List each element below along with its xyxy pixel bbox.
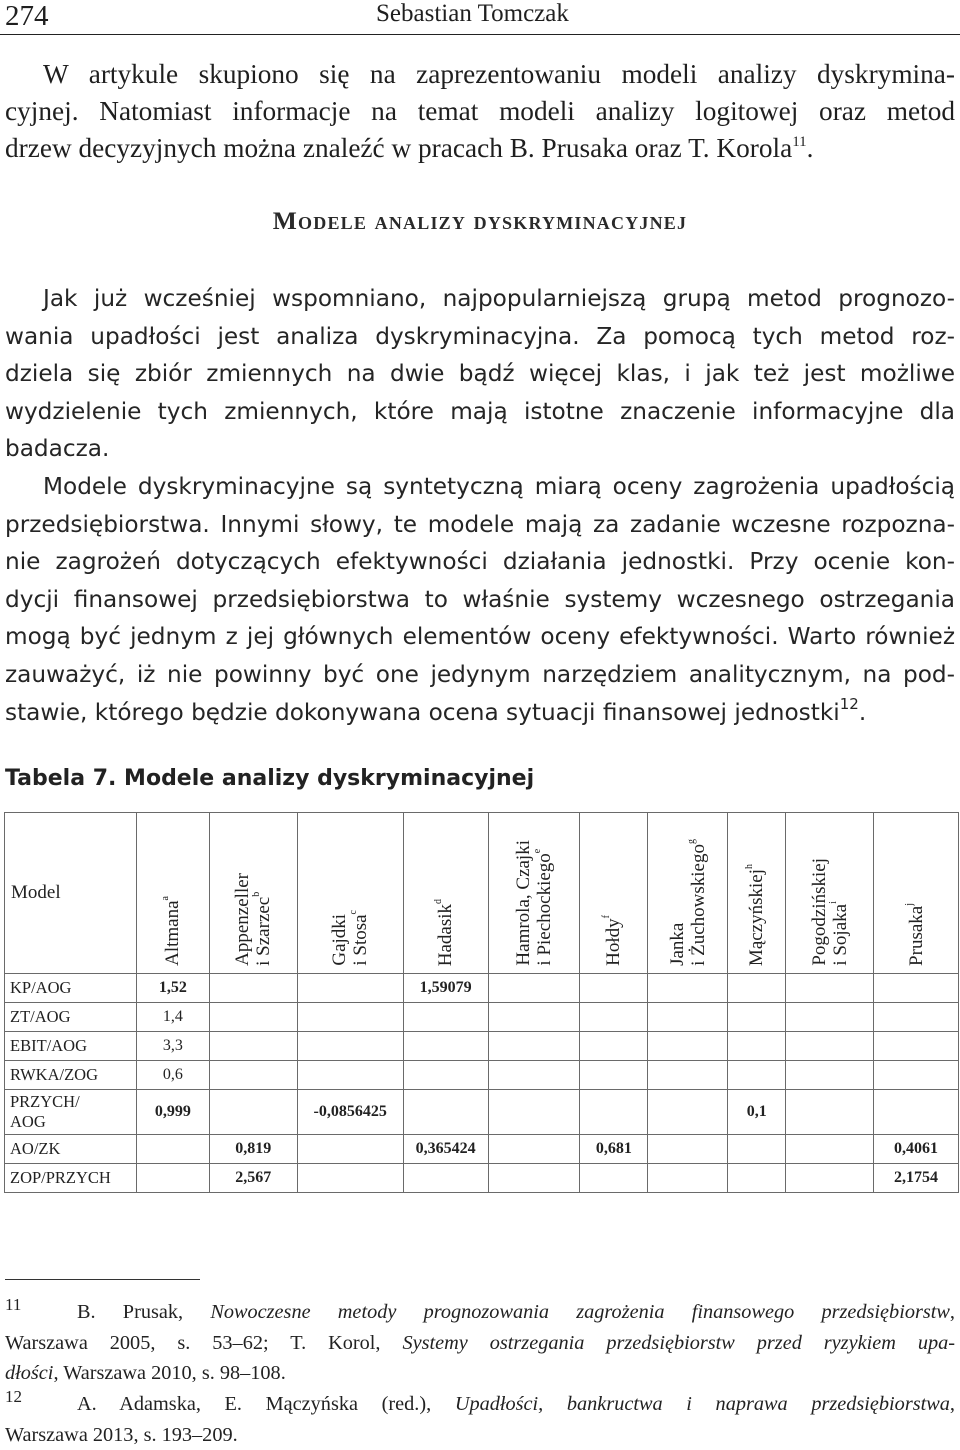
footnote-ref[interactable]: 11 [792,134,807,150]
table-cell [209,974,297,1003]
table-cell [209,1003,297,1032]
table-cell [297,1164,403,1193]
table-cell [297,1032,403,1061]
table-cell [874,1003,959,1032]
body-line: wydzielenie tych zmiennych, które mają istotne znaczenie informacyjne dla [5,397,955,425]
table-cell [874,1061,959,1090]
table-cell: 0,681 [580,1135,648,1164]
model-header: Model [5,813,137,974]
column-header: Appenzeller i Szarzec$^b$ [209,813,297,974]
column-header: Hadasik$^d$ [403,813,488,974]
table-cell [580,1164,648,1193]
intro-line: cyjnej. Natomiast informacje na temat modeli analizy logitowej oraz metod [5,96,955,126]
footnote-separator [5,1279,200,1280]
table-cell [297,974,403,1003]
intro-line: drzew decyzyjnych można znaleźć w pracach B. Prusaka oraz T. Korola$^{11}$. [5,133,814,163]
table-cell [297,1135,403,1164]
table-cell [209,1032,297,1061]
table-cell: 2,567 [209,1164,297,1193]
body-line: stawie, którego będzie dokonywana ocena sytuacji finansowej jednostki$^{12}$. [5,694,867,726]
table-cell: 1,4 [136,1003,209,1032]
table-cell [786,974,874,1003]
row-label: EBIT/AOG [5,1032,137,1061]
row-label: PRZYCH/ AOG [5,1090,137,1135]
table-cell [648,974,728,1003]
row-label: KP/AOG [5,974,137,1003]
column-header: Pogodzińskiej i Sojaka$^i$ [786,813,874,974]
table-cell [403,1003,488,1032]
footnote-number: 12 [5,1387,22,1406]
table-cell: 1,52 [136,974,209,1003]
table-cell [728,1003,786,1032]
row-label: RWKA/ZOG [5,1061,137,1090]
table-cell [786,1061,874,1090]
body-line: dziela się zbiór zmiennych na dwie bądź więcej klas, i jak też jest możliwe [5,360,955,388]
body-line: Modele dyskryminacyjne są syntetyczną miarą oceny zagrożenia upadłością [43,472,955,500]
column-header: Hołdy$^f$ [580,813,648,974]
body-line: dycji finansowej przedsiębiorstwa to właśnie systemy wczesnego ostrzegania [5,585,955,613]
table-row [5,1090,959,1135]
footnote-number: 11 [5,1295,22,1314]
table-cell [648,1032,728,1061]
table-cell [786,1135,874,1164]
running-head-author: Sebastian Tomczak [376,0,569,27]
body-line: mogą być jednym z jej głównych elementów oceny efektywności. Warto również [5,623,955,651]
table-row [5,1061,959,1090]
table-cell [648,1090,728,1135]
section-heading: Modele analizy dyskryminacyjnej [272,206,688,235]
table-row [5,1164,959,1193]
table-cell: 0,365424 [403,1135,488,1164]
body-line: przedsiębiorstwa. Innymi słowy, te modele mają za zadanie wczesne rozpozna- [5,510,955,538]
intro-line: W artykule skupiono się na zaprezentowaniu modeli analizy dyskrymina- [43,59,955,89]
table-cell [209,1090,297,1135]
footnote-12: 12 A. Adamska, E. Mączyńska (red.), Upadłości, bankructwa i naprawa przedsiębiorstwa, Warszawa 2013, s. 193–209. [5,1382,955,1450]
row-label: AO/ZK [5,1135,137,1164]
body-line: badacza. [5,435,110,463]
table-cell [728,1061,786,1090]
table-cell: 2,1754 [874,1164,959,1193]
table-cell: 3,3 [136,1032,209,1061]
table-header-row [5,813,959,974]
table-cell: 1,59079 [403,974,488,1003]
table-cell [209,1061,297,1090]
table-cell: 0,819 [209,1135,297,1164]
table-cell [488,1032,580,1061]
row-label: ZOP/PRZYCH [5,1164,137,1193]
table-cell: 0,4061 [874,1135,959,1164]
table-cell [488,1061,580,1090]
table-cell [488,974,580,1003]
table-cell: 0,1 [728,1090,786,1135]
page-header [0,0,960,35]
table-cell [874,974,959,1003]
table-cell [403,1090,488,1135]
table-cell [488,1164,580,1193]
table-cell [580,974,648,1003]
table-cell: 0,6 [136,1061,209,1090]
table-cell [786,1032,874,1061]
table-cell [136,1164,209,1193]
table-cell [580,1032,648,1061]
row-label: ZT/AOG [5,1003,137,1032]
table-cell [728,1032,786,1061]
table-title: Tabela 7. Modele analizy dyskryminacyjnej [5,766,535,791]
section-body [5,280,955,731]
table-cell [728,1135,786,1164]
table-cell [488,1135,580,1164]
table-cell [488,1090,580,1135]
table-cell: -0,0856425 [297,1090,403,1135]
table-cell: 0,999 [136,1090,209,1135]
footnote-11: 11 B. Prusak, Nowoczesne metody prognozowania zagrożenia finansowego przedsiębiorstw, Warszawa 2005, s. 53–62; T. Korol, Systemy ostrzegania przedsiębiorstw przed ryzykiem upa- dłości, Warszawa 2010, s. 98–108. [5,1290,955,1389]
intro-paragraph [5,56,955,167]
body-line: nie zagrożeń dotyczących efektywności działania jednostki. Przy ocenie kon- [5,548,955,576]
table-cell [728,1164,786,1193]
table-cell [786,1090,874,1135]
table-cell [786,1003,874,1032]
table-cell [728,974,786,1003]
table-cell [648,1061,728,1090]
table-cell [786,1164,874,1193]
table-row [5,1032,959,1061]
table-cell [648,1164,728,1193]
table-cell [580,1090,648,1135]
table-cell [403,1032,488,1061]
body-line: Jak już wcześniej wspomniano, najpopularniejszą grupą metod prognozo- [43,285,955,312]
column-header: Mączyńskiej$^h$ [728,813,786,974]
body-line: zauważyć, iż nie powinny być one jedynym narzędziem analitycznym, na pod- [5,660,955,688]
column-header: Gajdki i Stosa$^c$ [297,813,403,974]
table-cell [403,1164,488,1193]
column-header: Prusaka$^j$ [874,813,959,974]
table-cell [297,1061,403,1090]
table-cell [648,1003,728,1032]
table-cell [580,1003,648,1032]
table-cell [403,1061,488,1090]
discriminant-models-table [4,812,959,1193]
table-row [5,974,959,1003]
column-header: Hamrola, Czajki i Piechockiego$^e$ [488,813,580,974]
table-cell [874,1032,959,1061]
table-cell [648,1135,728,1164]
footnote-ref[interactable]: 12 [839,694,859,713]
table-row [5,1003,959,1032]
table-cell [297,1003,403,1032]
table-cell [136,1135,209,1164]
column-header: Janka i Żuchowskiego$^g$ [648,813,728,974]
table-cell [874,1090,959,1135]
table-cell [488,1003,580,1032]
page-number: 274 [5,0,49,32]
column-header: Altmana$^a$ [136,813,209,974]
body-line: wania upadłości jest analiza dyskryminacyjna. Za pomocą tych metod roz- [5,322,955,350]
table-cell [580,1061,648,1090]
table-row [5,1135,959,1164]
